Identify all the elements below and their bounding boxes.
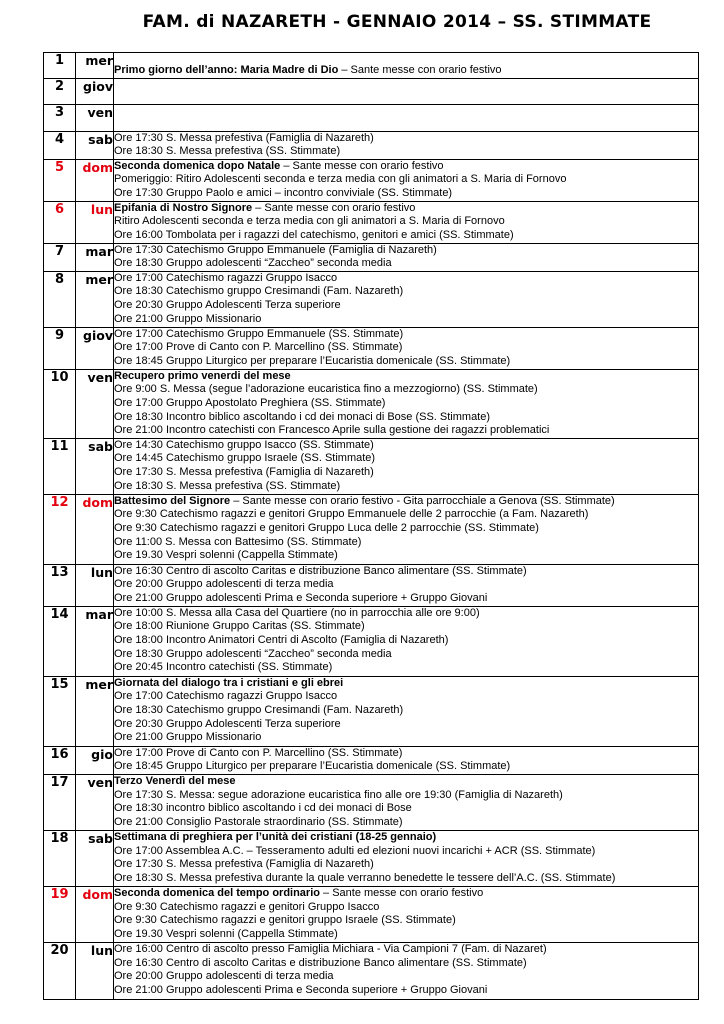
day-row [44, 676, 699, 746]
event-text: Ore 17:30 S. Messa: segue adorazione eucaristica fino alle ore 19:30 (Famiglia di Nazareth) [114, 788, 563, 801]
event-text: Ore 20:00 Gruppo adolescenti di terza media [114, 578, 334, 591]
weekday-label: sab [76, 438, 114, 494]
weekday-label: mar [76, 606, 114, 676]
event-text: Ore 18:30 Catechismo gruppo Cresimandi (Fam. Nazareth) [114, 285, 404, 298]
event-text: Ore 21:00 Gruppo adolescenti Prima e Seconda superiore + Gruppo Giovani [114, 983, 488, 996]
event-text: Ore 21:00 Incontro catechisti con Francesco Aprile sulla gestione dei ragazzi problematici [114, 424, 550, 437]
event-text: – Sante messe con orario festivo [338, 64, 502, 76]
event-line [114, 802, 698, 816]
day-number: 20 [44, 942, 76, 999]
event-line [114, 466, 698, 480]
day-number: 8 [44, 271, 76, 327]
day-number: 18 [44, 830, 76, 886]
event-line [114, 887, 698, 901]
event-text: Ore 9:30 Catechismo ragazzi e genitori Gruppo Isacco [114, 900, 380, 913]
event-line [114, 957, 698, 971]
weekday-label: dom [76, 886, 114, 942]
day-number: 15 [44, 676, 76, 746]
event-line [114, 775, 698, 789]
events-cell [114, 271, 699, 327]
day-number: 2 [44, 78, 76, 104]
event-line [114, 187, 698, 201]
event-text: – Sante messe con orario festivo [280, 159, 444, 172]
event-highlight: Recupero primo venerdi del mese [114, 369, 291, 382]
event-text: Ore 17:30 Catechismo Gruppo Emmanuele (Famiglia di Nazareth) [114, 243, 437, 256]
event-text: Ore 16:30 Centro di ascolto Caritas e distribuzione Banco alimentare (SS. Stimmate) [114, 564, 527, 577]
weekday-label: dom [76, 159, 114, 201]
weekday-label: sab [76, 131, 114, 159]
event-highlight: Settimana di preghiera per l’unità dei cristiani (18-25 gennaio) [114, 830, 437, 843]
event-text: Ore 18:45 Gruppo Liturgico per preparare l’Eucaristia domenicale (SS. Stimmate) [114, 354, 511, 367]
events-cell [114, 243, 699, 271]
event-text: Ritiro Adolescenti seconda e terza media con gli animatori a S. Maria di Fornovo [114, 215, 505, 228]
event-line [114, 132, 698, 146]
events-cell [114, 886, 699, 942]
event-line [114, 173, 698, 187]
events-cell [114, 438, 699, 494]
day-number: 17 [44, 774, 76, 830]
event-line [114, 424, 698, 438]
event-line [114, 661, 698, 675]
event-line [114, 984, 698, 998]
event-text: Ore 18:30 Gruppo adolescenti “Zaccheo” seconda media [114, 257, 392, 270]
event-text: Ore 9:00 S. Messa (segue l’adorazione eucaristica fino a mezzogiorno) (SS. Stimmate) [114, 383, 538, 396]
event-text: Ore 21:00 Gruppo Missionario [114, 731, 262, 744]
day-row [44, 159, 699, 201]
day-row [44, 438, 699, 494]
weekday-label: mer [76, 676, 114, 746]
event-line [114, 439, 698, 453]
event-line [114, 816, 698, 830]
day-number: 7 [44, 243, 76, 271]
day-row [44, 564, 699, 606]
events-cell [114, 494, 699, 564]
events-cell [114, 942, 699, 999]
events-cell [114, 774, 699, 830]
event-text: Ore 21:00 Consiglio Pastorale straordinario (SS. Stimmate) [114, 815, 403, 828]
event-line [114, 620, 698, 634]
event-line [114, 901, 698, 915]
weekday-label: dom [76, 494, 114, 564]
event-line [114, 215, 698, 229]
weekday-label: mer [76, 271, 114, 327]
event-highlight: Giornata del dialogo tra i cristiani e gli ebrei [114, 676, 344, 689]
event-line [114, 536, 698, 550]
weekday-label: gio [76, 746, 114, 774]
event-line [114, 411, 698, 425]
day-number: 12 [44, 494, 76, 564]
event-line [114, 508, 698, 522]
event-text: Ore 18:30 S. Messa prefestiva durante la quale verranno benedette le tessere dell’A.C. (SS. Stimmate) [114, 871, 616, 884]
day-row [44, 104, 699, 131]
events-cell [114, 606, 699, 676]
events-cell [114, 53, 699, 79]
event-line [114, 272, 698, 286]
events-cell [114, 104, 699, 131]
event-line [114, 578, 698, 592]
event-highlight: Seconda domenica dopo Natale [114, 159, 281, 172]
event-line [114, 522, 698, 536]
event-line [114, 789, 698, 803]
event-text: – Sante messe con orario festivo - Gita parrocchiale a Genova (SS. Stimmate) [230, 494, 615, 507]
weekday-label: giov [76, 327, 114, 369]
day-number: 13 [44, 564, 76, 606]
event-text: Ore 17:30 S. Messa prefestiva (Famiglia di Nazareth) [114, 858, 374, 871]
day-row [44, 494, 699, 564]
events-cell [114, 78, 699, 104]
event-text: Ore 9:30 Catechismo ragazzi e genitori gruppo Israele (SS. Stimmate) [114, 914, 456, 927]
event-text: Ore 9:30 Catechismo ragazzi e genitori Gruppo Luca delle 2 parrocchie (SS. Stimmate) [114, 521, 539, 534]
day-row [44, 327, 699, 369]
event-line [114, 341, 698, 355]
event-text: Ore 19.30 Vespri solenni (Cappella Stimmate) [114, 549, 338, 562]
event-text: Ore 14:30 Catechismo gruppo Isacco (SS. Stimmate) [114, 438, 374, 451]
event-text: Ore 17:00 Catechismo ragazzi Gruppo Isacco [114, 271, 338, 284]
event-text: Ore 17:30 S. Messa prefestiva (Famiglia di Nazareth) [114, 131, 374, 144]
day-number: 10 [44, 369, 76, 438]
event-line [114, 760, 698, 774]
event-line [114, 229, 698, 243]
event-text: Ore 11:00 S. Messa con Battesimo (SS. Stimmate) [114, 535, 362, 548]
event-line [114, 370, 698, 384]
day-number: 5 [44, 159, 76, 201]
weekday-label: ven [76, 104, 114, 131]
event-text: Ore 16:00 Centro di ascolto presso Famiglia Michiara - Via Campioni 7 (Fam. di Nazaret) [114, 942, 547, 955]
day-row [44, 942, 699, 999]
event-line [114, 452, 698, 466]
events-cell [114, 564, 699, 606]
event-text: Ore 17:30 Gruppo Paolo e amici – incontro conviviale (SS. Stimmate) [114, 186, 453, 199]
event-text: Ore 17:00 Assemblea A.C. – Tesseramento adulti ed elezioni nuovi incarichi + ACR (SS. Stimmate) [114, 844, 596, 857]
event-line [114, 731, 698, 745]
event-line [114, 257, 698, 271]
events-cell [114, 830, 699, 886]
day-row [44, 746, 699, 774]
weekday-label: lun [76, 942, 114, 999]
event-text: Ore 16:30 Centro di ascolto Caritas e distribuzione Banco alimentare (SS. Stimmate) [114, 956, 527, 969]
events-cell [114, 159, 699, 201]
weekday-label: mar [76, 243, 114, 271]
calendar-table [43, 52, 699, 1000]
day-row [44, 201, 699, 243]
event-text: Ore 20:00 Gruppo adolescenti di terza media [114, 970, 334, 983]
weekday-label: mer [76, 53, 114, 79]
event-highlight: Battesimo del Signore [114, 494, 231, 507]
weekday-label: sab [76, 830, 114, 886]
event-text: Ore 18:30 S. Messa prefestiva (SS. Stimmate) [114, 479, 341, 492]
event-line [114, 970, 698, 984]
event-text: Pomeriggio: Ritiro Adolescenti seconda e terza media con gli animatori a S. Maria di Fornovo [114, 173, 567, 186]
day-row [44, 131, 699, 159]
event-line [114, 677, 698, 691]
event-text: Ore 18:30 Gruppo adolescenti “Zaccheo” seconda media [114, 647, 392, 660]
event-line [114, 831, 698, 845]
event-highlight: Terzo Venerdì del mese [114, 774, 236, 787]
event-line [114, 244, 698, 258]
event-text: Ore 21:00 Gruppo Missionario [114, 312, 262, 325]
event-line [114, 928, 698, 942]
day-number: 11 [44, 438, 76, 494]
event-text: Ore 14:45 Catechismo gruppo Israele (SS. Stimmate) [114, 452, 376, 465]
event-line [114, 299, 698, 313]
event-line [114, 872, 698, 886]
event-line [114, 718, 698, 732]
event-text: Ore 17:00 Gruppo Apostolato Preghiera (SS. Stimmate) [114, 396, 386, 409]
event-text: Ore 16:00 Tombolata per i ragazzi del catechismo, genitori e amici (SS. Stimmate) [114, 228, 514, 241]
day-number: 4 [44, 131, 76, 159]
event-text: Ore 20:30 Gruppo Adolescenti Terza superiore [114, 717, 341, 730]
event-text: Ore 17:00 Catechismo ragazzi Gruppo Isacco [114, 690, 338, 703]
events-cell [114, 201, 699, 243]
event-line [114, 634, 698, 648]
event-line [114, 845, 698, 859]
event-line [114, 943, 698, 957]
event-text: Ore 20:45 Incontro catechisti (SS. Stimmate) [114, 661, 333, 674]
event-text: Ore 17:00 Prove di Canto con P. Marcellino (SS. Stimmate) [114, 746, 403, 759]
event-text: Ore 18:30 Catechismo gruppo Cresimandi (Fam. Nazareth) [114, 703, 404, 716]
event-text: Ore 18:30 Incontro biblico ascoltando i cd dei monaci di Bose (SS. Stimmate) [114, 410, 491, 423]
event-text: Ore 21:00 Gruppo adolescenti Prima e Seconda superiore + Gruppo Giovani [114, 591, 488, 604]
day-row [44, 606, 699, 676]
event-line [114, 160, 698, 174]
event-line [114, 145, 698, 159]
weekday-label: giov [76, 78, 114, 104]
event-line [114, 397, 698, 411]
page-title: FAM. di NAZARETH - GENNAIO 2014 – SS. STIMMATE [142, 12, 652, 32]
event-line [114, 495, 698, 509]
day-number: 3 [44, 104, 76, 131]
events-cell [114, 369, 699, 438]
event-line [114, 313, 698, 327]
weekday-label: lun [76, 564, 114, 606]
weekday-label: ven [76, 369, 114, 438]
event-line [114, 607, 698, 621]
event-text: Ore 20:30 Gruppo Adolescenti Terza superiore [114, 298, 341, 311]
day-row [44, 53, 699, 79]
events-cell [114, 131, 699, 159]
day-number: 16 [44, 746, 76, 774]
day-row [44, 243, 699, 271]
event-text: Ore 17:00 Catechismo Gruppo Emmanuele (SS. Stimmate) [114, 327, 404, 340]
event-line [114, 328, 698, 342]
day-number: 1 [44, 53, 76, 79]
event-text: Ore 18:45 Gruppo Liturgico per preparare l’Eucaristia domenicale (SS. Stimmate) [114, 760, 511, 773]
event-line [114, 592, 698, 606]
day-number: 6 [44, 201, 76, 243]
events-cell [114, 327, 699, 369]
event-line [114, 648, 698, 662]
event-text: – Sante messe con orario festivo [319, 886, 484, 899]
event-text: Ore 18:00 Incontro Animatori Centri di Ascolto (Famiglia di Nazareth) [114, 633, 449, 646]
event-line [114, 704, 698, 718]
events-cell [114, 676, 699, 746]
event-line [114, 64, 698, 78]
day-number: 14 [44, 606, 76, 676]
weekday-label: lun [76, 201, 114, 243]
event-line [114, 858, 698, 872]
event-text: Ore 10:00 S. Messa alla Casa del Quartiere (no in parrocchia alle ore 9:00) [114, 606, 480, 619]
event-text: Ore 18:00 Riunione Gruppo Caritas (SS. Stimmate) [114, 620, 365, 633]
event-line [114, 914, 698, 928]
event-text: Ore 17:00 Prove di Canto con P. Marcellino (SS. Stimmate) [114, 341, 403, 354]
event-line [114, 202, 698, 216]
event-text: Ore 19.30 Vespri solenni (Cappella Stimmate) [114, 927, 338, 940]
event-text: Ore 18:30 incontro biblico ascoltando i cd dei monaci di Bose [114, 802, 412, 815]
day-row [44, 886, 699, 942]
event-text: – Sante messe con orario festivo [252, 201, 416, 214]
event-line [114, 480, 698, 494]
event-line [114, 549, 698, 563]
event-text: Ore 17:30 S. Messa prefestiva (Famiglia di Nazareth) [114, 465, 374, 478]
event-line [114, 690, 698, 704]
event-line [114, 355, 698, 369]
events-cell [114, 746, 699, 774]
event-line [114, 747, 698, 761]
weekday-label: ven [76, 774, 114, 830]
event-line [114, 565, 698, 579]
day-row [44, 774, 699, 830]
day-row [44, 830, 699, 886]
event-highlight: Seconda domenica del tempo ordinario [114, 886, 320, 899]
day-row [44, 369, 699, 438]
day-number: 19 [44, 886, 76, 942]
event-line [114, 383, 698, 397]
event-line [114, 285, 698, 299]
day-row [44, 271, 699, 327]
event-text: Ore 18:30 S. Messa prefestiva (SS. Stimmate) [114, 145, 341, 158]
day-number: 9 [44, 327, 76, 369]
event-highlight: Primo giorno dell’anno: Maria Madre di Dio [114, 64, 339, 76]
event-text: Ore 9:30 Catechismo ragazzi e genitori Gruppo Emmanuele delle 2 parrocchie (a Fam. Nazareth) [114, 508, 589, 521]
day-row [44, 78, 699, 104]
event-highlight: Epifania di Nostro Signore [114, 201, 253, 214]
